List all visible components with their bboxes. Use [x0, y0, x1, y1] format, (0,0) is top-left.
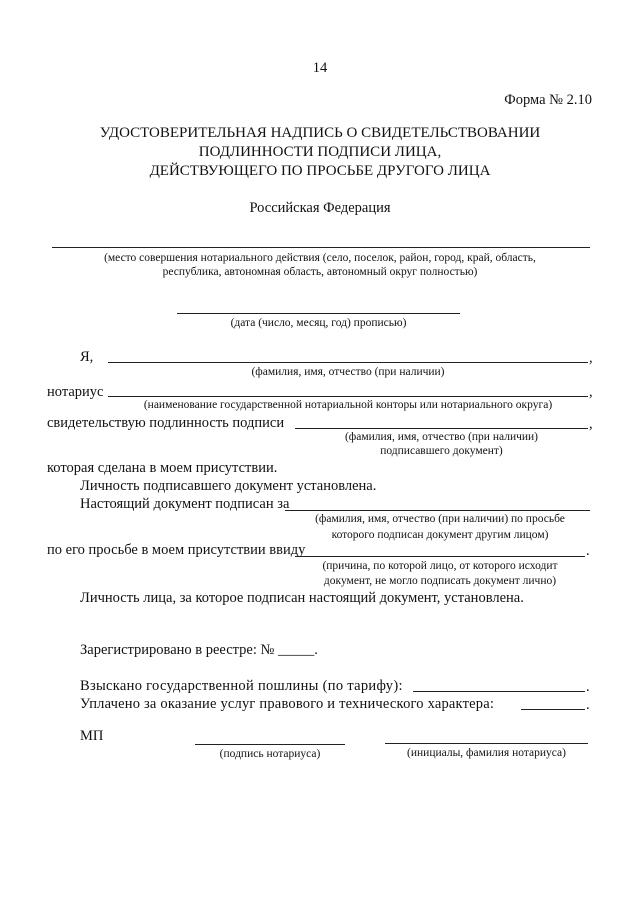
- notary-label: нотариус: [47, 384, 104, 400]
- title-line-2: ПОДЛИННОСТИ ПОДПИСИ ЛИЦА,: [198, 144, 442, 160]
- signer-caption-1: (фамилия, имя, отчество (при наличии): [344, 431, 539, 443]
- comma: ,: [589, 350, 593, 366]
- date-caption: (дата (число, месяц, год) прописью): [230, 317, 407, 329]
- signer-line[interactable]: [295, 428, 588, 429]
- duty-label: Взыскано государственной пошлины (по тарифу):: [80, 678, 403, 694]
- ya-label: Я,: [80, 349, 94, 365]
- registry-text: Зарегистрировано в реестре: № _____.: [80, 642, 318, 658]
- notary-signature-line[interactable]: [195, 744, 345, 745]
- signed-for-caption-2: которого подписан документ другим лицом): [331, 529, 549, 541]
- title-line-3: ДЕЙСТВУЮЩЕГО ПО ПРОСЬБЕ ДРУГОГО ЛИЦА: [149, 163, 491, 179]
- notary-office-line[interactable]: [108, 396, 588, 397]
- presence-text: которая сделана в моем присутствии.: [47, 460, 278, 476]
- notary-name-caption: (инициалы, фамилия нотариуса): [407, 747, 566, 759]
- signer-caption-2: подписавшего документ): [380, 445, 503, 457]
- comma: ,: [589, 384, 593, 400]
- reason-line[interactable]: [295, 556, 585, 557]
- notary-signature-caption: (подпись нотариуса): [219, 748, 321, 760]
- stamp-place: МП: [80, 728, 104, 744]
- period: .: [586, 679, 590, 695]
- reason-caption-1: (причина, по которой лицо, от которого исходит: [322, 560, 558, 572]
- fio-caption: (фамилия, имя, отчество (при наличии): [251, 366, 445, 378]
- place-caption-1: (место совершения нотариального действия (село, поселок, район, город, край, область,: [104, 252, 536, 264]
- page-number: 14: [312, 60, 328, 76]
- country: Российская Федерация: [249, 200, 391, 216]
- period: .: [586, 697, 590, 713]
- paid-line[interactable]: [521, 709, 585, 710]
- request-label: по его просьбе в моем присутствии ввиду: [47, 542, 306, 558]
- identity-person: Личность лица, за которое подписан настоящий документ, установлена.: [80, 590, 524, 606]
- reason-caption-2: документ, не могло подписать документ лично): [323, 575, 557, 587]
- comma: ,: [589, 416, 593, 432]
- notary-caption: (наименование государственной нотариальной конторы или нотариального округа): [143, 399, 553, 411]
- notary-name-line[interactable]: [385, 743, 588, 744]
- place-line[interactable]: [52, 247, 590, 248]
- identity-established: Личность подписавшего документ установлена.: [80, 478, 377, 494]
- signed-for-caption-1: (фамилия, имя, отчество (при наличии) по просьбе: [315, 513, 565, 525]
- notary-fio-line[interactable]: [108, 362, 588, 363]
- duty-line[interactable]: [413, 691, 585, 692]
- period: .: [586, 543, 590, 559]
- place-caption-2: республика, автономная область, автономный округ полностью): [162, 266, 478, 278]
- signed-for-label: Настоящий документ подписан за: [80, 496, 290, 512]
- date-line[interactable]: [177, 313, 460, 314]
- form-number: Форма № 2.10: [504, 92, 592, 108]
- certify-label: свидетельствую подлинность подписи: [47, 415, 285, 431]
- title-line-1: УДОСТОВЕРИТЕЛЬНАЯ НАДПИСЬ О СВИДЕТЕЛЬСТВОВАНИИ: [99, 125, 541, 141]
- paid-label: Уплачено за оказание услуг правового и технического характера:: [80, 696, 495, 712]
- signed-for-line[interactable]: [285, 510, 590, 511]
